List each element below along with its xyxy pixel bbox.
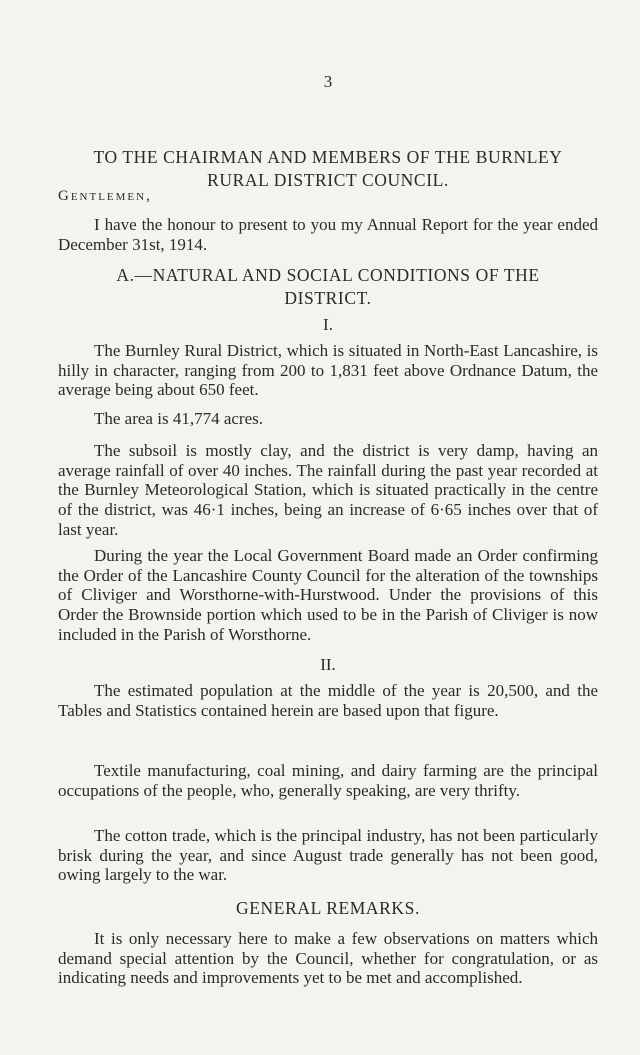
paragraph-general-remarks: It is only necessary here to make a few observations on matters which demand special attention by the Council, whether for congratulation, or as indicating needs and improvements yet to be met and accomplished. [58,929,598,988]
paragraph-boundary: During the year the Local Government Board made an Order confirming the Order of the Lancashire County Council for the alteration of the townships of Cliviger and Worsthorne-with-Hurstwood. Under the provisions of this Order the Brownside portion which used to be in the Parish of Cliviger is now included in the Parish of Worsthorne. [58,546,598,644]
address-line-1: TO THE CHAIRMAN AND MEMBERS OF THE BURNLEY [93,147,563,167]
salutation: Gentlemen, [58,188,152,204]
page-number: 3 [323,72,333,91]
intro-paragraph: I have the honour to present to you my Annual Report for the year ended December 31st, 1914. [58,215,598,254]
paragraph-terrain: The Burnley Rural District, which is situated in North-East Lancashire, is hilly in character, ranging from 200 to 1,831 feet above Ordnance Datum, the average being about 650 feet. [58,341,598,400]
general-remarks-heading: GENERAL REMARKS. [236,898,420,918]
address-line-2: RURAL DISTRICT COUNCIL. [207,170,449,190]
section-a-heading [58,264,598,310]
paragraph-occupations: Textile manufacturing, coal mining, and dairy farming are the principal occupations of the people, who, generally speaking, are very thrifty. [58,761,598,800]
roman-numeral-1: I. [323,315,333,334]
paragraph-cotton-trade: The cotton trade, which is the principal industry, has not been particularly brisk during the year, and since August trade generally has not been good, owing largely to the war. [58,826,598,885]
paragraph-area: The area is 41,774 acres. [94,409,263,428]
section-a-line-1: A.—NATURAL AND SOCIAL CONDITIONS OF THE [116,265,540,285]
section-a-line-2: DISTRICT. [284,288,372,308]
paragraph-population: The estimated population at the middle of the year is 20,500, and the Tables and Statistics contained herein are based upon that figure. [58,681,598,720]
address-heading [58,146,598,192]
roman-numeral-2: II. [320,655,336,674]
paragraph-rainfall: The subsoil is mostly clay, and the district is very damp, having an average rainfall of over 40 inches. The rainfall during the past year recorded at the Burnley Meteorological Station, which is situated practically in the centre of the district, was 46·1 inches, being an increase of 6·65 inches over that of last year. [58,441,598,539]
